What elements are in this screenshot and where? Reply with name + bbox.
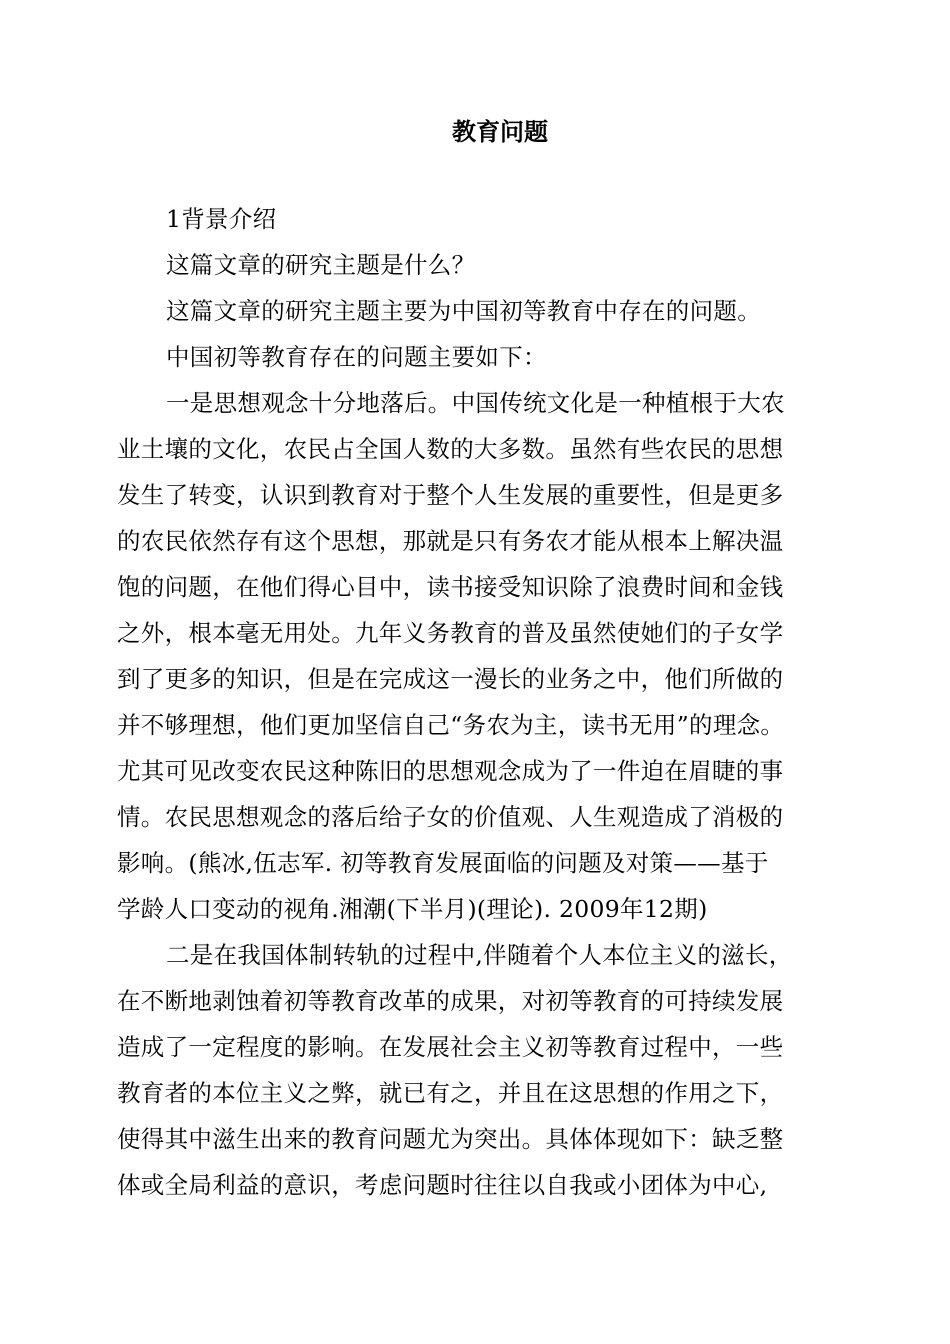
text-line: 之外，根本毫无用处。九年义务教育的普及虽然使她们的子女学: [117, 619, 784, 647]
text-line: 饱的问题，在他们得心目中，读书接受知识除了浪费时间和金钱: [117, 573, 784, 601]
text-line: 并不够理想，他们更加坚信自己“务农为主，读书无用”的理念。: [117, 711, 785, 739]
text-line: 在不断地剥蚀着初等教育改革的成果，对初等教育的可持续发展: [117, 987, 784, 1015]
text-line: 教育者的本位主义之弊，就已有之，并且在这思想的作用之下，: [117, 1079, 784, 1107]
text-line: 发生了转变，认识到教育对于整个人生发展的重要性，但是更多: [117, 481, 784, 509]
text-line: 业土壤的文化，农民占全国人数的大多数。虽然有些农民的思想: [117, 435, 784, 463]
text-line: 二是在我国体制转轨的过程中,伴随着个人本位主义的滋长，: [166, 941, 793, 969]
page-title: 教育问题: [452, 118, 548, 146]
text-line: 这篇文章的研究主题主要为中国初等教育中存在的问题。: [166, 297, 761, 325]
text-line: 到了更多的知识，但是在完成这一漫长的业务之中，他们所做的: [117, 665, 784, 693]
text-line: 的农民依然存有这个思想，那就是只有务农才能从根本上解决温: [117, 527, 784, 555]
text-line: 体或全局利益的意识，考虑问题时往往以自我或小团体为中心,: [117, 1171, 768, 1199]
text-line: 中国初等教育存在的问题主要如下：: [166, 343, 547, 371]
section-heading: 1背景介绍: [166, 205, 277, 233]
text-line: 这篇文章的研究主题是什么？: [166, 251, 476, 279]
text-line: 造成了一定程度的影响。在发展社会主义初等教育过程中，一些: [117, 1033, 784, 1061]
citation-line: 学龄人口变动的视角.湘潮(下半月)(理论). 2009年12期): [117, 895, 708, 923]
text-line: 尤其可见改变农民这种陈旧的思想观念成为了一件迫在眉睫的事: [117, 757, 784, 785]
text-line: 使得其中滋生出来的教育问题尤为突出。具体体现如下：缺乏整: [117, 1125, 784, 1153]
text-line: 一是思想观念十分地落后。中国传统文化是一种植根于大农: [166, 389, 785, 417]
text-line: 情。农民思想观念的落后给子女的价值观、人生观造成了消极的: [117, 803, 784, 831]
citation-line: 影响。(熊冰,伍志军. 初等教育发展面临的问题及对策——基于: [117, 849, 769, 877]
